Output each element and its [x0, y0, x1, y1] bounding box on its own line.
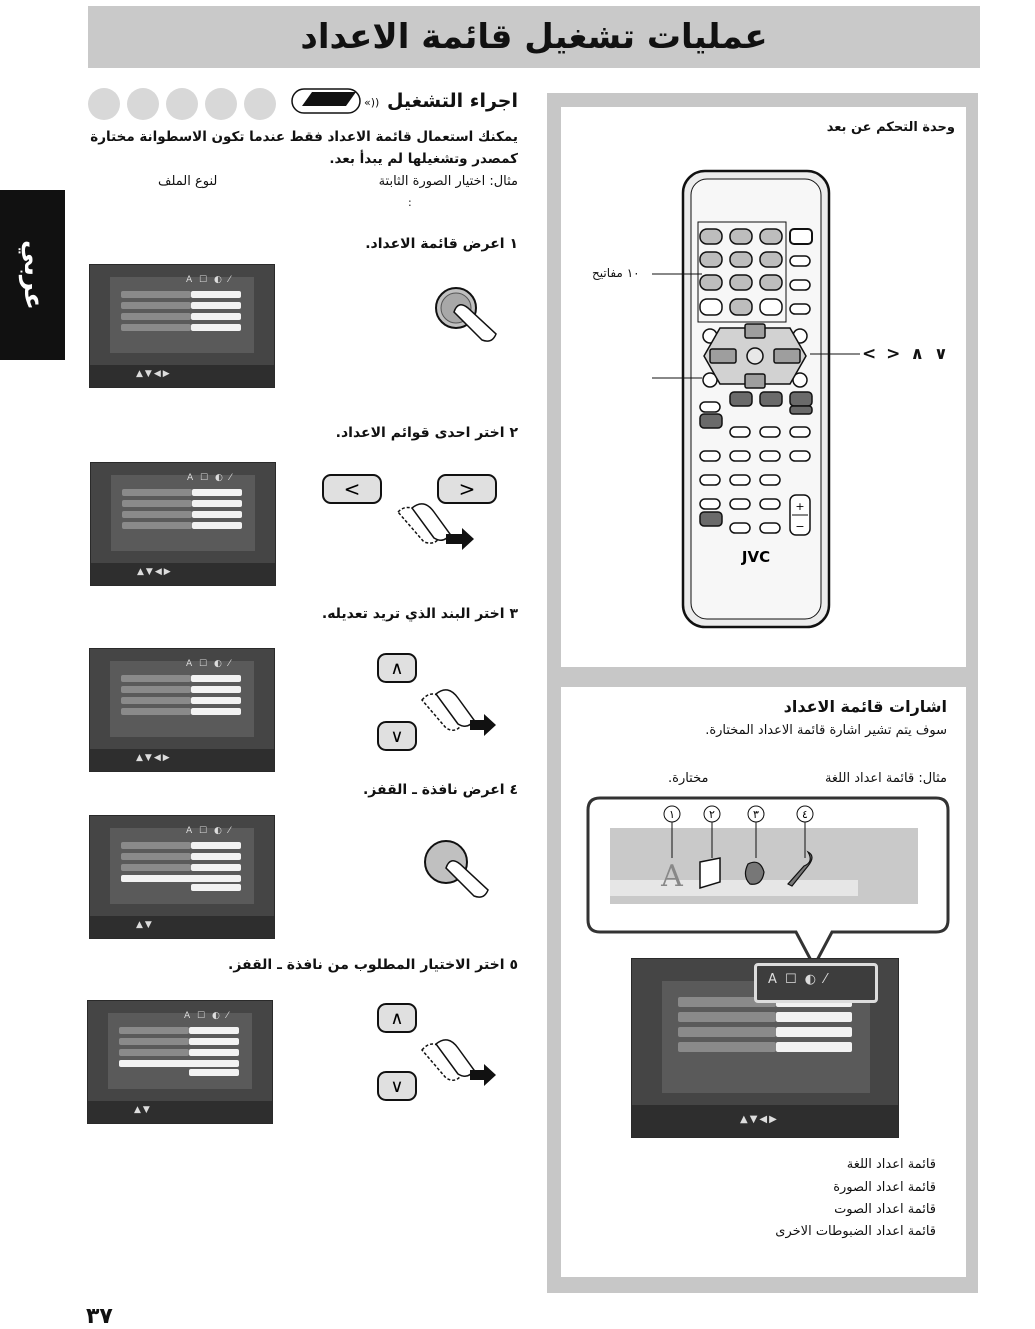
step-text: اختر البند الذي تريد تعديله. [321, 606, 505, 622]
legend-example: مثال: قائمة اعداد اللغة [824, 771, 947, 786]
footer-arrows: ▲▼◀▶ [137, 567, 173, 577]
up-down-keys-illustration [374, 650, 504, 752]
down-key-icon: ∨ [390, 726, 404, 747]
example-filetype: لنوع الملف [158, 174, 218, 189]
disc-icon [290, 86, 390, 116]
dot [244, 88, 276, 120]
legend-item-language: قائمة اعداد اللغة [846, 1157, 936, 1172]
setup-menu-screen [89, 648, 275, 772]
menu-icons: A ☐ ◐ ⁄ [187, 473, 234, 483]
legend-item-other: قائمة اعداد الضبوطات الاخرى [775, 1224, 936, 1239]
legend-num-4: ٤ [802, 808, 808, 821]
step-1-title [365, 236, 518, 252]
up-key-icon: ∧ [390, 1008, 404, 1029]
step-text: اعرض قائمة الاعداد. [365, 236, 505, 252]
svg-text:+: + [795, 500, 805, 513]
remote-control-illustration [680, 168, 832, 630]
example-colon: : [408, 196, 412, 209]
step-text: اعرض نافذة ـ القفز. [362, 782, 505, 798]
icon-zoom-callout [586, 796, 952, 972]
audio-menu-icon [745, 862, 764, 884]
dot [88, 88, 120, 120]
language-menu-icon: A [661, 859, 683, 894]
menu-icons: A ☐ ◐ ⁄ [186, 275, 233, 285]
up-down-keys-illustration [374, 1000, 504, 1104]
setup-menu-screen [90, 462, 276, 586]
left-key-icon: < [343, 477, 361, 501]
step-text: اختر احدى قوائم الاعداد. [335, 425, 505, 441]
setup-menu-screen [89, 264, 275, 388]
legend-item-audio: قائمة اعداد الصوت [834, 1202, 936, 1217]
step-number: ٣ [509, 606, 518, 622]
svg-text:«)): «)) [364, 96, 380, 109]
step-text: اختر الاختيار المطلوب من نافذة ـ القفز. [228, 957, 505, 973]
step-2-title [336, 425, 518, 441]
example-label: مثال: اختيار الصورة الثابتة [378, 174, 518, 189]
intro-text: يمكنك استعمال قائمة الاعداد فقط عندما تكون الاسطوانة مختارة كمصدر وتشغيلها لم يبدأ بعد. [90, 129, 518, 167]
page-number: ٣٧ [86, 1304, 113, 1329]
footer-arrows: ▲▼◀▶ [740, 1114, 779, 1125]
menu-icons: A ☐ ◐ ⁄ [184, 1011, 231, 1021]
setup-menu-screen [87, 1000, 273, 1124]
legend-num-3: ٣ [753, 808, 759, 821]
menu-icons: A ☐ ◐ ⁄ [186, 659, 233, 669]
right-key-icon: > [458, 477, 476, 501]
step-number: ٤ [509, 782, 518, 798]
step-3-title [322, 606, 518, 622]
legend-num-2: ٢ [709, 808, 715, 821]
remote-title: وحدة التحكم عن بعد [826, 120, 955, 135]
footer-arrows: ▲▼ [134, 1105, 152, 1115]
language-tab-label-wrap [0, 190, 65, 360]
number-keys-label: ١٠ مفاتيح [592, 266, 640, 280]
down-key-icon: ∨ [390, 1076, 404, 1097]
footer-arrows: ▲▼◀▶ [136, 753, 172, 763]
menu-icons: A ☐ ◐ ⁄ [768, 972, 829, 987]
arrow-keys-label: < > ∧ ∨ [862, 344, 950, 364]
footer-arrows: ▲▼◀▶ [136, 369, 172, 379]
footer-arrows: ▲▼ [136, 920, 154, 930]
legend-item-picture: قائمة اعداد الصورة [833, 1180, 936, 1195]
remote-brand: JVC [741, 548, 771, 566]
menu-icons: A ☐ ◐ ⁄ [186, 826, 233, 836]
up-key-icon: ∧ [390, 658, 404, 679]
round-button-press-illustration [420, 836, 500, 908]
step-number: ٢ [509, 425, 518, 441]
left-right-keys-illustration [320, 472, 502, 554]
step-4-title [363, 782, 518, 798]
page-title: عمليات تشغيل قائمة الاعداد [300, 17, 768, 57]
dot [205, 88, 237, 120]
section-heading: اجراء التشغيل [386, 90, 518, 112]
step-number: ٥ [509, 957, 518, 973]
dot [166, 88, 198, 120]
step-5-title [228, 957, 518, 973]
legend-num-1: ١ [669, 808, 675, 821]
step-number: ١ [509, 236, 518, 252]
svg-text:−: − [795, 520, 805, 533]
language-tab-label: عربي [17, 239, 48, 311]
legend-heading: اشارات قائمة الاعداد [783, 697, 947, 716]
picture-menu-icon [700, 858, 720, 888]
legend-selected-label: مختارة. [668, 771, 709, 786]
dot [127, 88, 159, 120]
setup-menu-screen-large [631, 958, 899, 1138]
round-button-press-illustration [430, 282, 510, 354]
setup-menu-screen [89, 815, 275, 939]
decorative-dots [88, 88, 276, 120]
legend-description: سوف يتم تشير اشارة قائمة الاعداد المختارة. [705, 723, 947, 738]
remote-callout-lines [650, 272, 862, 384]
